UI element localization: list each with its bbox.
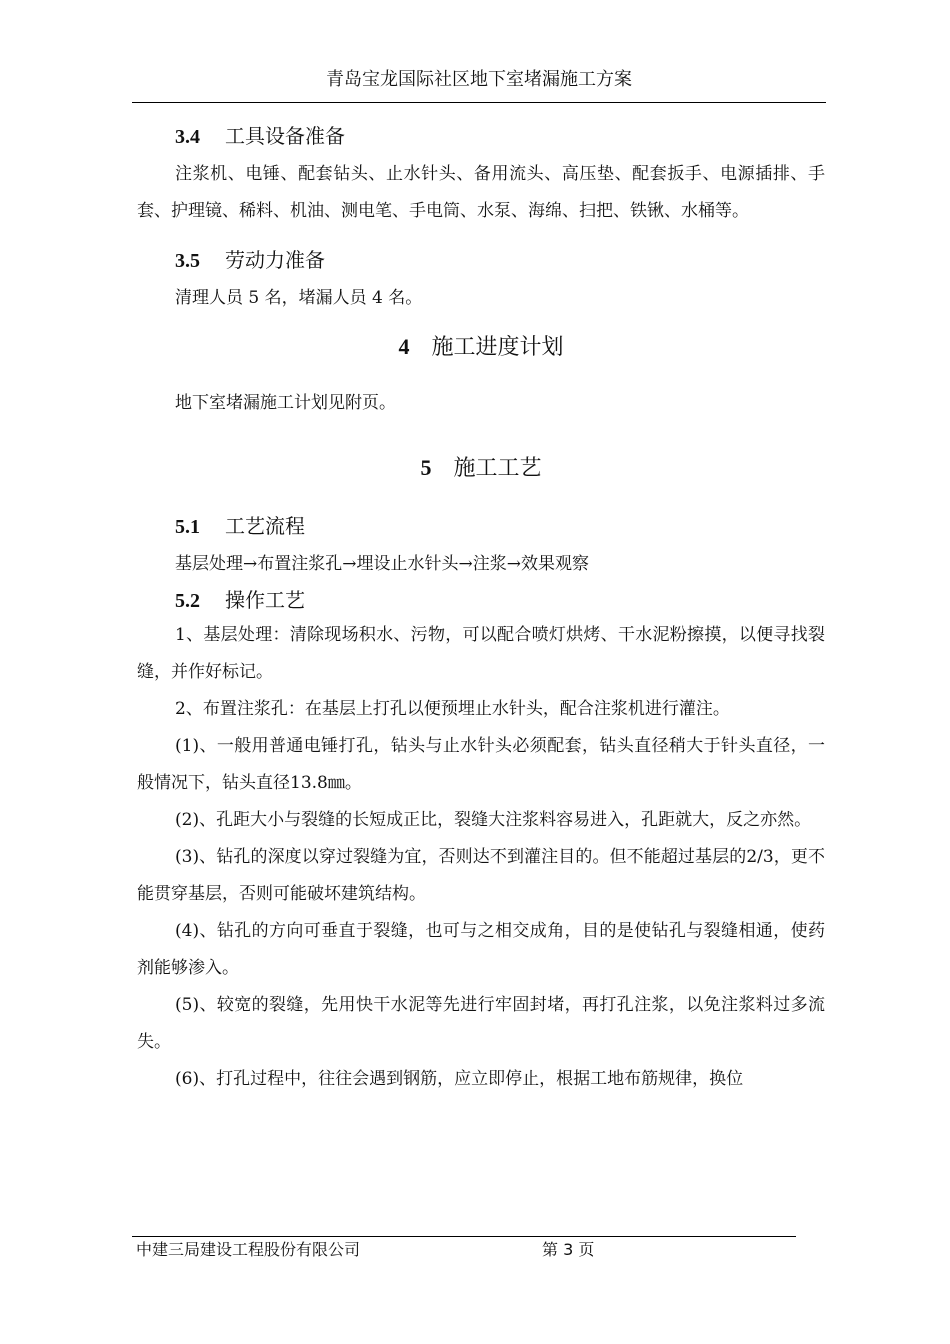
paragraph: (1)、一般用普通电锤打孔，钻头与止水针头必须配套，钻头直径稍大于针头直径，一般情况下，钻头直径13.8㎜。 <box>137 736 825 793</box>
section-title: 劳动力准备 <box>225 248 325 272</box>
section-number: 3.5 <box>175 250 200 272</box>
paragraph: (6)、打孔过程中，往往会遇到钢筋，应立即停止，根据工地布筋规律，换位 <box>175 1069 744 1089</box>
paragraph: 注浆机、电锤、配套钻头、止水针头、备用流头、高压垫、配套扳手、电源插排、手套、护理镜、稀料、机油、测电笔、手电筒、水泵、海绵、扫把、铁锹、水桶等。 <box>137 164 825 221</box>
section-heading-3-4 <box>137 116 825 156</box>
section-heading-3-5 <box>137 240 825 280</box>
section-number: 3.4 <box>175 126 200 148</box>
paragraph: (5)、较宽的裂缝，先用快干水泥等先进行牢固封堵，再打孔注浆，以免注浆料过多流失。 <box>137 995 825 1052</box>
paragraph: 地下室堵漏施工计划见附页。 <box>175 393 396 413</box>
chapter-number: 5 <box>420 455 432 480</box>
footer-company: 中建三局建设工程股份有限公司 <box>136 1240 361 1259</box>
section-heading-5-1 <box>137 506 825 546</box>
section-number: 5.2 <box>175 590 200 612</box>
paragraph: (4)、钻孔的方向可垂直于裂缝，也可与之相交成角，目的是使钻孔与裂缝相通，使药剂能够渗入。 <box>137 921 825 978</box>
paragraph: (3)、钻孔的深度以穿过裂缝为宜，否则达不到灌注目的。但不能超过基层的2/3，更不能贯穿基层，否则可能破坏建筑结构。 <box>137 847 825 904</box>
chapter-heading-4 <box>137 317 825 377</box>
paragraph: 清理人员 5 名，堵漏人员 4 名。 <box>175 288 423 308</box>
section-title: 工具设备准备 <box>225 124 345 148</box>
section-title: 工艺流程 <box>225 514 305 538</box>
paragraph: 1、基层处理：清除现场积水、污物，可以配合喷灯烘烤、干水泥粉擦摸，以便寻找裂缝，并作好标记。 <box>137 625 825 682</box>
section-title: 操作工艺 <box>225 588 305 612</box>
paragraph: 基层处理→布置注浆孔→埋设止水针头→注浆→效果观察 <box>175 554 589 574</box>
chapter-title: 施工进度计划 <box>431 335 564 360</box>
page-number: 第 3 页 <box>542 1240 595 1259</box>
chapter-number: 4 <box>398 334 410 359</box>
paragraph: (2)、孔距大小与裂缝的长短成正比，裂缝大注浆料容易进入，孔距就大，反之亦然。 <box>175 810 812 830</box>
paragraph: 2、布置注浆孔：在基层上打孔以便预埋止水针头，配合注浆机进行灌注。 <box>175 699 730 719</box>
document-body <box>137 116 825 1098</box>
page-header <box>132 62 826 103</box>
header-title: 青岛宝龙国际社区地下室堵漏施工方案 <box>326 69 632 90</box>
page-footer <box>132 1236 796 1265</box>
section-heading-5-2 <box>137 583 825 617</box>
chapter-heading-5 <box>137 438 825 498</box>
section-number: 5.1 <box>175 516 200 538</box>
chapter-title: 施工工艺 <box>453 456 542 481</box>
